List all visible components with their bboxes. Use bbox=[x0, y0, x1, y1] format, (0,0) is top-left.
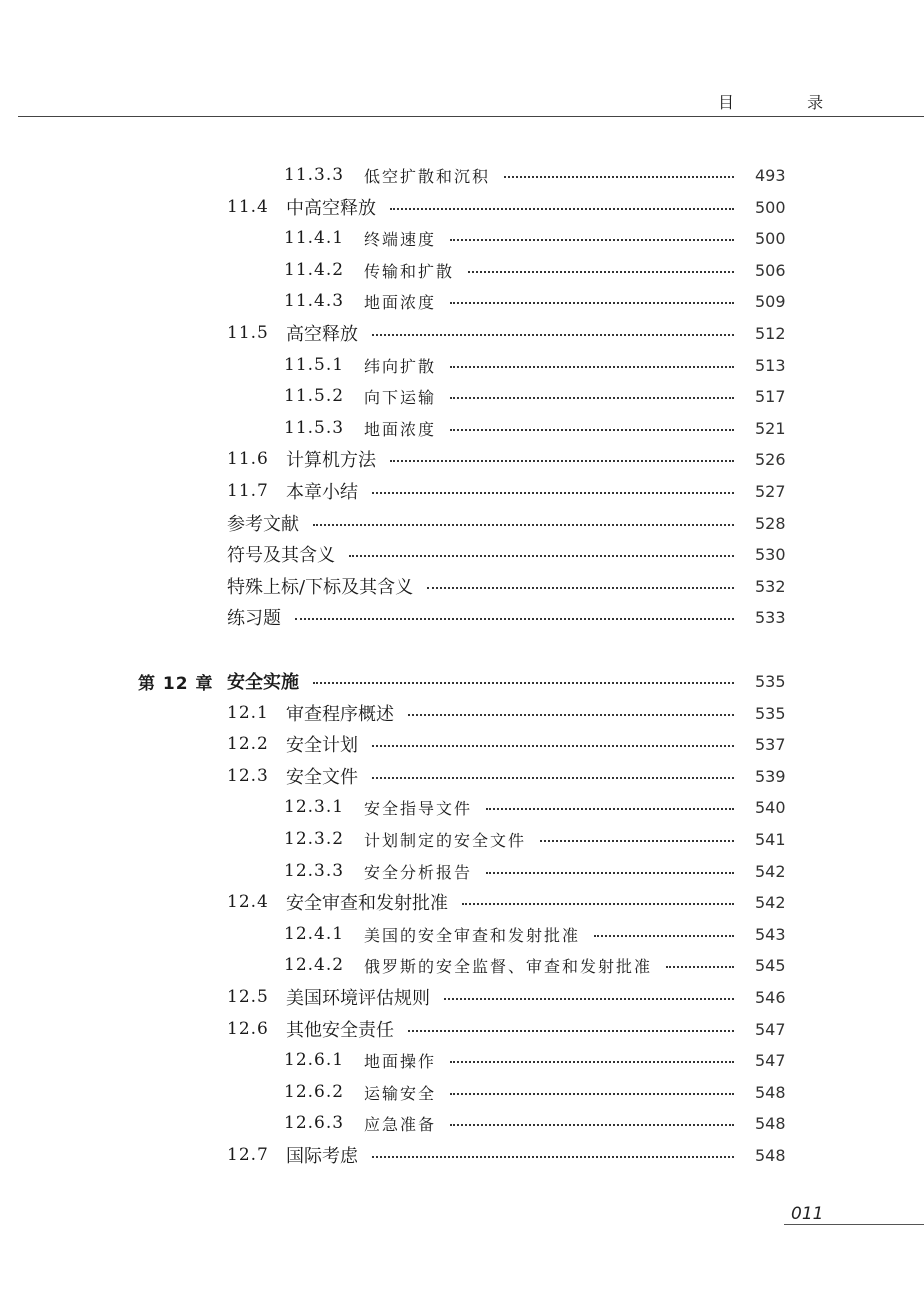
toc-entry-page: 548 bbox=[755, 1145, 786, 1165]
toc-entry-number: 12.6.2 bbox=[284, 1082, 345, 1102]
toc-entry-title: 应急准备 bbox=[364, 1114, 437, 1134]
toc-entry-number: 11.5 bbox=[227, 323, 269, 343]
toc-entry[interactable] bbox=[0, 192, 924, 222]
toc-entry-number: 12.3.3 bbox=[284, 861, 345, 881]
toc-entry-text bbox=[364, 1049, 744, 1072]
toc-entry-text bbox=[286, 194, 744, 220]
toc-entry-title: 美国环境评估规则 bbox=[286, 988, 430, 1009]
toc-entry-number: 11.6 bbox=[227, 449, 269, 469]
toc-entry-page: 528 bbox=[755, 513, 786, 533]
toc-entry[interactable] bbox=[0, 950, 924, 980]
toc-entry-title: 安全文件 bbox=[286, 767, 358, 788]
toc-entry-title: 国际考虑 bbox=[286, 1146, 358, 1167]
toc-entry-number: 11.4.1 bbox=[284, 228, 345, 248]
toc-entry[interactable] bbox=[0, 476, 924, 506]
toc-entry[interactable] bbox=[0, 698, 924, 728]
dot-leader bbox=[313, 524, 734, 526]
toc-entry-number: 12.3.1 bbox=[284, 797, 345, 817]
toc-entry-text bbox=[227, 573, 744, 599]
toc-entry[interactable] bbox=[0, 761, 924, 791]
dot-leader bbox=[372, 745, 734, 747]
toc-entry-text bbox=[364, 354, 744, 377]
toc-entry-title: 计划制定的安全文件 bbox=[364, 830, 527, 850]
toc-entry-text bbox=[286, 731, 744, 757]
toc-entry-title: 地面浓度 bbox=[364, 419, 437, 439]
toc-entry-number: 12.3 bbox=[227, 766, 269, 786]
toc-entry[interactable] bbox=[0, 919, 924, 949]
toc-entry-text bbox=[364, 954, 744, 977]
toc-entry[interactable] bbox=[0, 1108, 924, 1138]
dot-leader bbox=[450, 1061, 734, 1063]
dot-leader bbox=[450, 397, 734, 399]
toc-entry-number: 12.6.3 bbox=[284, 1113, 345, 1133]
footer-rule bbox=[784, 1224, 924, 1225]
toc-entry-page: 526 bbox=[755, 449, 786, 469]
toc-entry[interactable] bbox=[0, 729, 924, 759]
dot-leader bbox=[462, 903, 734, 905]
toc-entry-text bbox=[286, 763, 744, 789]
toc-entry[interactable] bbox=[0, 824, 924, 854]
toc-entry-number: 12.3.2 bbox=[284, 829, 345, 849]
toc-entry-text bbox=[364, 1112, 744, 1135]
toc-entry-number: 12.5 bbox=[227, 987, 269, 1007]
toc-entry[interactable] bbox=[0, 539, 924, 569]
header-rule bbox=[18, 116, 924, 117]
toc-entry-text bbox=[286, 320, 744, 346]
toc-entry-page: 542 bbox=[755, 892, 786, 912]
running-header-title: 目 录 bbox=[718, 93, 858, 112]
toc-entry-page: 537 bbox=[755, 734, 786, 754]
toc-entry-title: 终端速度 bbox=[364, 229, 437, 249]
dot-leader bbox=[486, 808, 734, 810]
toc-entry-title: 俄罗斯的安全监督、审查和发射批准 bbox=[364, 956, 653, 976]
toc-entry-number: 第 12 章 bbox=[138, 673, 214, 694]
toc-entry[interactable] bbox=[0, 602, 924, 632]
toc-entry-text bbox=[227, 604, 744, 630]
toc-entry-page: 543 bbox=[755, 924, 786, 944]
toc-entry[interactable] bbox=[0, 286, 924, 316]
toc-entry-page: 532 bbox=[755, 576, 786, 596]
dot-leader bbox=[372, 492, 734, 494]
toc-entry-title: 安全实施 bbox=[227, 672, 299, 693]
toc-entry-page: 539 bbox=[755, 766, 786, 786]
page-number: 011 bbox=[791, 1204, 824, 1224]
toc-entry-number: 11.5.1 bbox=[284, 355, 345, 375]
toc-entry-title: 高空释放 bbox=[286, 324, 358, 345]
toc-entry-text bbox=[227, 510, 744, 536]
dot-leader bbox=[450, 1124, 734, 1126]
dot-leader bbox=[594, 935, 734, 937]
toc-entry-text bbox=[286, 1016, 744, 1042]
toc-entry-page: 548 bbox=[755, 1113, 786, 1133]
toc-entry[interactable] bbox=[0, 444, 924, 474]
toc-entry-title: 安全审查和发射批准 bbox=[286, 893, 448, 914]
toc-entry[interactable] bbox=[0, 666, 924, 696]
dot-leader bbox=[468, 271, 734, 273]
toc-entry-text bbox=[364, 164, 744, 187]
toc-entry-title: 纬向扩散 bbox=[364, 356, 437, 376]
toc-entry-number: 11.4 bbox=[227, 197, 269, 217]
toc-entry-page: 509 bbox=[755, 291, 786, 311]
toc-entry[interactable] bbox=[0, 856, 924, 886]
toc-entry-text bbox=[364, 860, 744, 883]
toc-entry-page: 547 bbox=[755, 1019, 786, 1039]
toc-entry-page: 535 bbox=[755, 671, 786, 691]
toc-entry-text bbox=[286, 446, 744, 472]
toc-entry[interactable] bbox=[0, 1140, 924, 1170]
toc-entry-page: 542 bbox=[755, 861, 786, 881]
toc-entry[interactable] bbox=[0, 318, 924, 348]
toc-entry-text bbox=[364, 828, 744, 851]
toc-entry[interactable] bbox=[0, 1014, 924, 1044]
toc-entry-page: 540 bbox=[755, 797, 786, 817]
toc-entry-text bbox=[227, 541, 744, 567]
toc-entry[interactable] bbox=[0, 1077, 924, 1107]
toc-entry-number: 12.6.1 bbox=[284, 1050, 345, 1070]
toc-entry-title: 其他安全责任 bbox=[286, 1020, 394, 1041]
toc-entry-title: 传输和扩散 bbox=[364, 261, 455, 281]
toc-entry-page: 548 bbox=[755, 1082, 786, 1102]
toc-entry-number: 11.5.2 bbox=[284, 386, 345, 406]
toc-entry-number: 11.4.3 bbox=[284, 291, 345, 311]
toc-entry-text bbox=[364, 1081, 744, 1104]
toc-entry-number: 11.5.3 bbox=[284, 418, 345, 438]
toc-entry-title: 低空扩散和沉积 bbox=[364, 166, 491, 186]
toc-entry-page: 521 bbox=[755, 418, 786, 438]
toc-entry-page: 506 bbox=[755, 260, 786, 280]
dot-leader bbox=[372, 334, 734, 336]
toc-entry-page: 512 bbox=[755, 323, 786, 343]
dot-leader bbox=[372, 777, 734, 779]
toc-entry-title: 计算机方法 bbox=[286, 450, 376, 471]
toc-entry-page: 545 bbox=[755, 955, 786, 975]
toc-entry[interactable] bbox=[0, 350, 924, 380]
toc-entry[interactable] bbox=[0, 1045, 924, 1075]
toc-entry-title: 美国的安全审查和发射批准 bbox=[364, 925, 581, 945]
toc-entry-page: 530 bbox=[755, 544, 786, 564]
toc-entry-title: 地面操作 bbox=[364, 1051, 437, 1071]
toc-entry-number: 12.2 bbox=[227, 734, 269, 754]
dot-leader bbox=[504, 176, 734, 178]
toc-entry[interactable] bbox=[0, 571, 924, 601]
toc-entry-page: 493 bbox=[755, 165, 786, 185]
toc-entry-page: 500 bbox=[755, 197, 786, 217]
dot-leader bbox=[313, 682, 734, 684]
toc-entry-title: 参考文献 bbox=[227, 514, 299, 535]
toc-entry-page: 527 bbox=[755, 481, 786, 501]
toc-entry-text bbox=[364, 290, 744, 313]
toc-entry-number: 12.6 bbox=[227, 1019, 269, 1039]
toc-entry-page: 547 bbox=[755, 1050, 786, 1070]
toc-entry[interactable] bbox=[0, 982, 924, 1012]
toc-entry-text bbox=[286, 984, 744, 1010]
toc-entry[interactable] bbox=[0, 160, 924, 190]
toc-entry-number: 12.1 bbox=[227, 703, 269, 723]
toc-entry-page: 500 bbox=[755, 228, 786, 248]
toc-entry-title: 练习题 bbox=[227, 608, 281, 629]
toc-entry-text bbox=[364, 227, 744, 250]
toc-entry-text bbox=[286, 889, 744, 915]
dot-leader bbox=[450, 302, 734, 304]
toc-entry-text bbox=[286, 478, 744, 504]
dot-leader bbox=[427, 587, 734, 589]
toc-entry[interactable] bbox=[0, 255, 924, 285]
toc-entry-title: 符号及其含义 bbox=[227, 545, 335, 566]
toc-entry-page: 513 bbox=[755, 355, 786, 375]
toc-entry-text bbox=[364, 385, 744, 408]
toc-entry[interactable] bbox=[0, 508, 924, 538]
toc-entry[interactable] bbox=[0, 413, 924, 443]
toc-entry-title: 安全计划 bbox=[286, 735, 358, 756]
dot-leader bbox=[540, 840, 734, 842]
dot-leader bbox=[349, 555, 734, 557]
toc-entry-title: 审查程序概述 bbox=[286, 704, 394, 725]
dot-leader bbox=[372, 1156, 734, 1158]
toc-entry[interactable] bbox=[0, 887, 924, 917]
toc-entry-title: 向下运输 bbox=[364, 387, 437, 407]
dot-leader bbox=[450, 239, 734, 241]
dot-leader bbox=[295, 618, 734, 620]
toc-entry-number: 12.4.2 bbox=[284, 955, 345, 975]
dot-leader bbox=[450, 429, 734, 431]
toc-entry-title: 运输安全 bbox=[364, 1083, 437, 1103]
toc-entry-title: 本章小结 bbox=[286, 482, 358, 503]
toc-entry-title: 安全指导文件 bbox=[364, 798, 473, 818]
toc-entry-number: 12.7 bbox=[227, 1145, 269, 1165]
toc-entry-text bbox=[364, 796, 744, 819]
toc-entry-title: 特殊上标/下标及其含义 bbox=[227, 577, 414, 598]
dot-leader bbox=[450, 366, 734, 368]
toc-entry-page: 517 bbox=[755, 386, 786, 406]
toc-entry-page: 541 bbox=[755, 829, 786, 849]
toc-entry-title: 地面浓度 bbox=[364, 292, 437, 312]
dot-leader bbox=[444, 998, 734, 1000]
toc-entry-text bbox=[364, 259, 744, 282]
toc-entry-text bbox=[286, 1142, 744, 1168]
toc-entry[interactable] bbox=[0, 792, 924, 822]
toc-entry-title: 安全分析报告 bbox=[364, 862, 473, 882]
dot-leader bbox=[390, 208, 734, 210]
dot-leader bbox=[390, 460, 734, 462]
toc-entry[interactable] bbox=[0, 381, 924, 411]
toc-entry-number: 12.4.1 bbox=[284, 924, 345, 944]
toc-entry-page: 533 bbox=[755, 607, 786, 627]
toc-entry-number: 12.4 bbox=[227, 892, 269, 912]
toc-entry-text bbox=[286, 700, 744, 726]
toc-entry-title: 中高空释放 bbox=[286, 198, 376, 219]
dot-leader bbox=[666, 966, 734, 968]
dot-leader bbox=[486, 872, 734, 874]
toc-entry[interactable] bbox=[0, 223, 924, 253]
dot-leader bbox=[450, 1093, 734, 1095]
toc-entry-number: 11.4.2 bbox=[284, 260, 345, 280]
toc-entry-text bbox=[364, 923, 744, 946]
dot-leader bbox=[408, 1030, 734, 1032]
toc-entry-number: 11.3.3 bbox=[284, 165, 345, 185]
toc-entry-page: 546 bbox=[755, 987, 786, 1007]
toc-entry-page: 535 bbox=[755, 703, 786, 723]
toc-entry-text bbox=[364, 417, 744, 440]
toc-entry-number: 11.7 bbox=[227, 481, 269, 501]
toc-entry-text bbox=[227, 668, 744, 694]
dot-leader bbox=[408, 714, 734, 716]
